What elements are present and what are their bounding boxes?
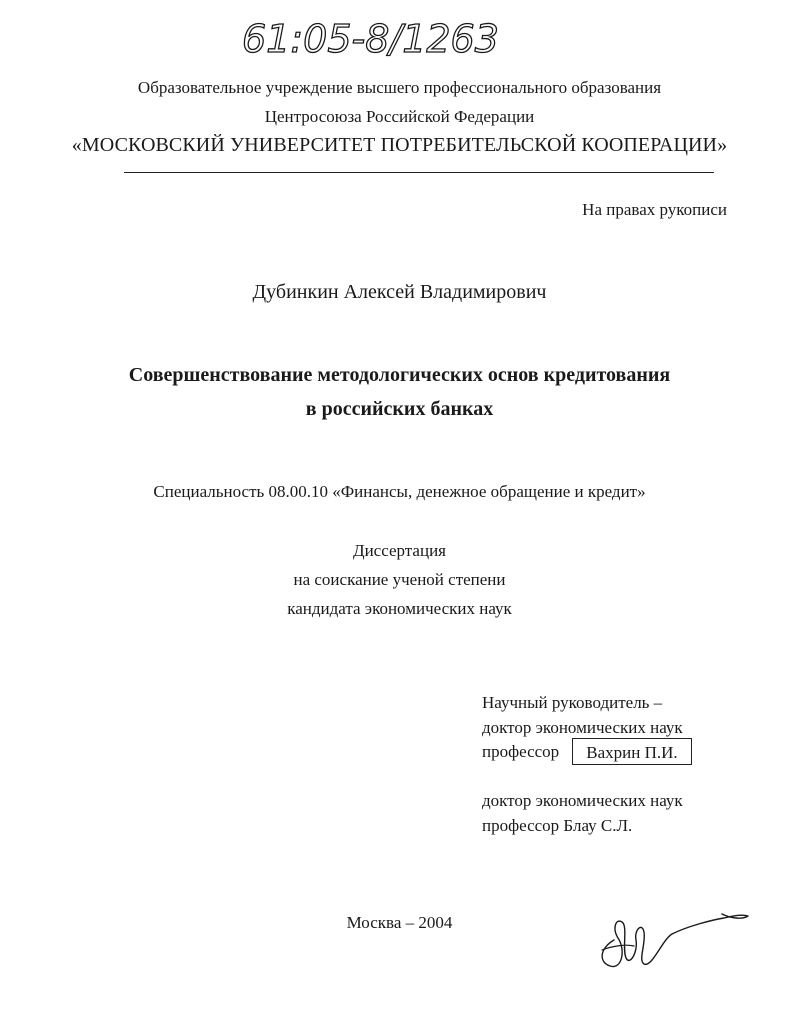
archive-stamp-graphic [238,12,498,62]
manuscript-note: На правах рукописи [582,200,727,219]
author-name: Дубинкин Алексей Владимирович [252,281,547,303]
dissertation-line-3: кандидата экономических наук [287,599,512,618]
dissertation-line-1: Диссертация [352,541,446,560]
thesis-title-line-2: в российских банках [305,398,494,420]
dissertation-line-2: на соискание ученой степени [293,570,506,589]
institution-line-1: Образовательное учреждение высшего профессионального образования [137,78,662,97]
supervisor-rank-name-2: профессор Блау С.Л. [482,816,633,835]
institution-line-2: Центросоюза Российской Федерации [264,107,535,126]
archive-stamp-text: 61:05-8/1263 [242,17,498,61]
specialty: Специальность 08.00.10 «Финансы, денежное обращение и кредит» [153,482,646,501]
university-name: «МОСКОВСКИЙ УНИВЕРСИТЕТ ПОТРЕБИТЕЛЬСКОЙ КООПЕРАЦИИ» [71,134,728,156]
city-year: Москва – 2004 [346,913,453,932]
supervisor-degree-1: доктор экономических наук [482,718,683,737]
signature-graphic [592,900,752,975]
header-divider [124,172,714,173]
archive-stamp [238,12,498,62]
supervisor-name-1: Вахрин П.И. [572,738,692,765]
supervisor-label: Научный руководитель – [482,693,663,712]
supervisor-rank-1: профессор [482,742,560,761]
signature [592,900,752,975]
supervisor-degree-2: доктор экономических наук [482,791,683,810]
thesis-title-line-1: Совершенствование методологических основ кредитования [128,364,671,386]
